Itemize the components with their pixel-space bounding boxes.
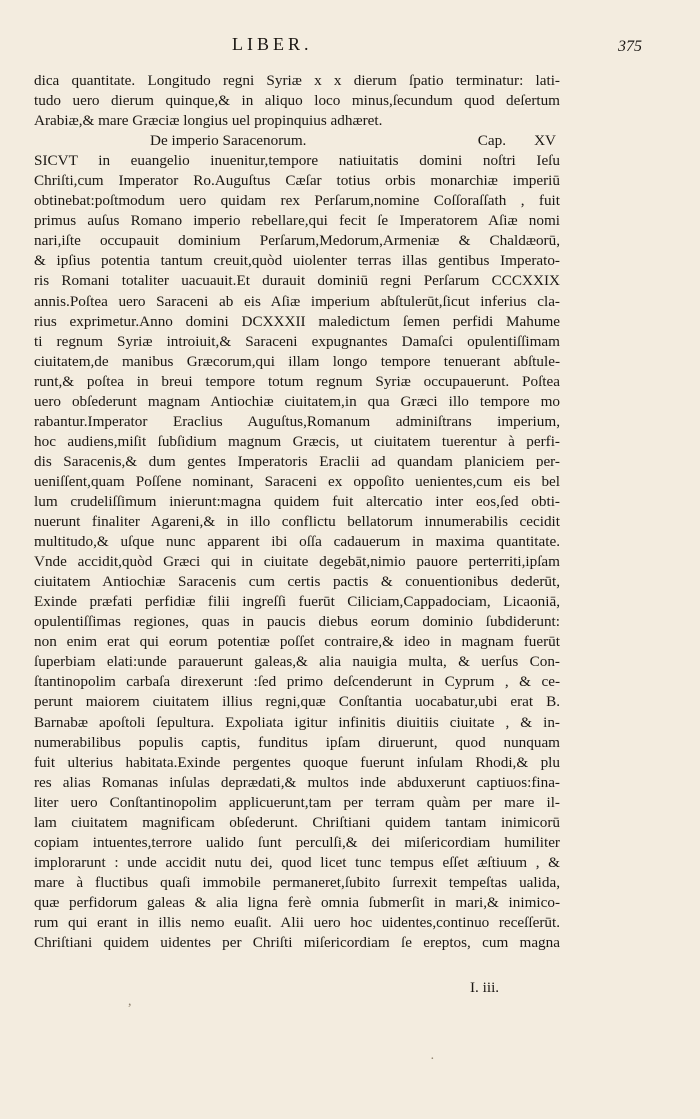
text-line: Exinde præfati perfidiæ filii ingreſſi fuerūt Ciliciam,Cappadociam, Licaoniā, — [34, 593, 560, 611]
text-line: rius exprimetur.Anno domini DCXXXII maledictum ſemen perfidi Mahume — [34, 312, 560, 330]
text-line: ſtantinopolim carbaſa direxerunt :ſed primo deſcenderunt in Cyprum , & ce- — [34, 673, 560, 691]
text-line: nuerunt finaliter Agareni,& in illo conflictu bellatorum innumerabilis cecidit — [34, 513, 560, 531]
text-line: non enim erat qui eorum potentiæ poſſet contraire,& ideo in magnam fuerūt — [34, 633, 560, 651]
text-line: ciuitatem Antiochiæ Saracenis cum certis pactis & conuentionibus dederūt, — [34, 573, 560, 591]
text-line: lam ciuitatem magnificam obſederunt. Chriſtiani quidem tantam inimicorū — [34, 813, 560, 831]
text-line: ſuperbiam elati:unde parauerunt galeas,& alia nauigia multa, & uerſus Con- — [34, 653, 560, 671]
text-line: quæ perfidorum galeas & alia ligna ferè omnia ſubmerſit in mari,& inimico- — [34, 893, 560, 911]
paper-mark: , — [128, 994, 132, 1009]
text-line: SICVT in euangelio inuenitur,tempore natiuitatis domini noſtri Ieſu — [34, 152, 560, 170]
text-line: Arabiæ,& mare Græciæ longius uel propinquius adhæret. — [34, 112, 383, 130]
text-line: perunt maiorem ciuitatem illius regni,quæ Conſtantia uocabatur,ubi erat B. — [34, 693, 560, 711]
text-line: fuit ulterius habitata.Exinde pergentes quoque fuerunt inſulam Rhodi,& plu — [34, 753, 560, 771]
text-line: ti regnum Syriæ introiuit,& Saraceni expugnantes Damaſci opulentiſſimam — [34, 332, 560, 350]
text-line: implorarunt : unde accidit nutu dei, quod licet tunc tempus eſſet æſtiuum , & — [34, 853, 560, 871]
text-line: liter uero Conſtantinopolim applicuerunt,tam per terram quàm per mare il- — [34, 793, 560, 811]
page-header — [0, 34, 700, 58]
text-line: lum crudeliſſimum inierunt:magna quidem fuit altercatio inter eos,ſed obti- — [34, 492, 560, 510]
text-line: ueniſſent,quam Poſſene nominant, Saraceni ex oppoſito uenientes,cum eis bel — [34, 472, 560, 490]
text-line: tudo uero dierum quinque,& in aliquo loco minus,ſecundum quod deſertum — [34, 92, 560, 110]
text-line: uero obſederunt magnam Antiochiæ ciuitatem,in qua Græci illo tempore mo — [34, 392, 560, 410]
text-line: annis.Poſtea uero Saraceni ab eis Aſiæ imperium abſtulerūt,ſicut inferius cla- — [34, 292, 560, 310]
text-line: multitudo,& uſque nunc apparent ibi oſſa cadauerum in maxima quantitate. — [34, 533, 560, 551]
chapter-paragraph — [34, 151, 560, 953]
page-number: 375 — [618, 38, 642, 55]
text-line: ris Romani totaliter uacuauit.Et durauit dominiū regni Perſarum CCCXXIX — [34, 272, 560, 290]
text-line: nari,iſte occupauit dominium Perſarum,Medorum,Armeniæ & Chaldæorū, — [34, 232, 560, 250]
text-line: Chriſti,cum Imperator Ro.Auguſtus Cæſar totius orbis monarchiæ imperiū — [34, 172, 560, 190]
text-line: obtinebat:poſtmodum uero quidam rex Perſarum,nomine Coſſoraſſath , fuit — [34, 192, 560, 210]
chapter-title: De imperio Saracenorum. — [150, 132, 307, 150]
text-line: primus auſus Romano imperio rebellare,qui fecit ſe Imperatorem Aſiæ nomi — [34, 212, 560, 230]
text-line: res alias Romanas inſulas deprædati,& multos inde abduxerunt captiuos:fina- — [34, 773, 560, 791]
text-line: hoc audiens,miſit ſubſidium magnum Græcis, ut ciuitatem tuerentur à perfi- — [34, 432, 560, 450]
text-line: copiam intuentes,terrore ualido ſunt perculſi,& dei miſericordiam humiliter — [34, 833, 560, 851]
text-line: rabantur.Imperator Eraclius Auguſtus,Romanum adminiſtrans imperium, — [34, 412, 560, 430]
text-line: dica quantitate. Longitudo regni Syriæ x x dierum ſpatio terminatur: lati- — [34, 72, 560, 89]
text-line: runt,& poſtea in breui tempore totum regnum Syriæ occupauerunt. Poſtea — [34, 372, 560, 390]
text-line: Chriſtiani quidem uidentes per Chriſti miſericordiam ſe ereptos, cum magna — [34, 934, 560, 952]
text-line: rum qui erant in illis nemo euaſit. Alii uero hoc uidentes,continuo receſſerūt. — [34, 913, 560, 931]
paper-mark: · — [430, 1052, 435, 1067]
text-line: mare à fluctibus quaſi immobile permaneret,ſubito ſurrexit tempeſtas ualida, — [34, 873, 560, 891]
text-line: opulentiſſimas regiones, quas in paucis diebus eorum dominio ſubdiderunt: — [34, 613, 560, 631]
text-line: dis Saracenis,& dum gentes Imperatoris Eraclii ad quandam planiciem per- — [34, 452, 560, 470]
chapter-number: XV — [534, 132, 556, 150]
text-line: & ipſius potentia tantum creuit,quòd uiolenter terras illas gentibus Imperato- — [34, 252, 560, 270]
running-head: LIBER. — [232, 34, 313, 54]
text-line: numerabilibus populis captis, funditus ipſam diruerunt, quod nunquam — [34, 733, 560, 751]
text-line: Barnabæ apoſtoli ſepultura. Expoliata igitur infinitis diuitiis ciuitate , & in- — [34, 713, 560, 731]
text-block — [34, 71, 560, 953]
text-line: Vnde accidit,quòd Græci qui in ciuitate degebāt,nimio pauore perterriti,ipſam — [34, 553, 560, 571]
catchword: I. iii. — [470, 979, 500, 996]
chapter-cap-label: Cap. — [477, 132, 507, 150]
chapter-heading — [34, 131, 560, 151]
paragraph-continuation — [34, 71, 560, 131]
text-line: ciuitatem,de manibus Græcorum,qui illam longo tempore tenuerant abſtule- — [34, 352, 560, 370]
